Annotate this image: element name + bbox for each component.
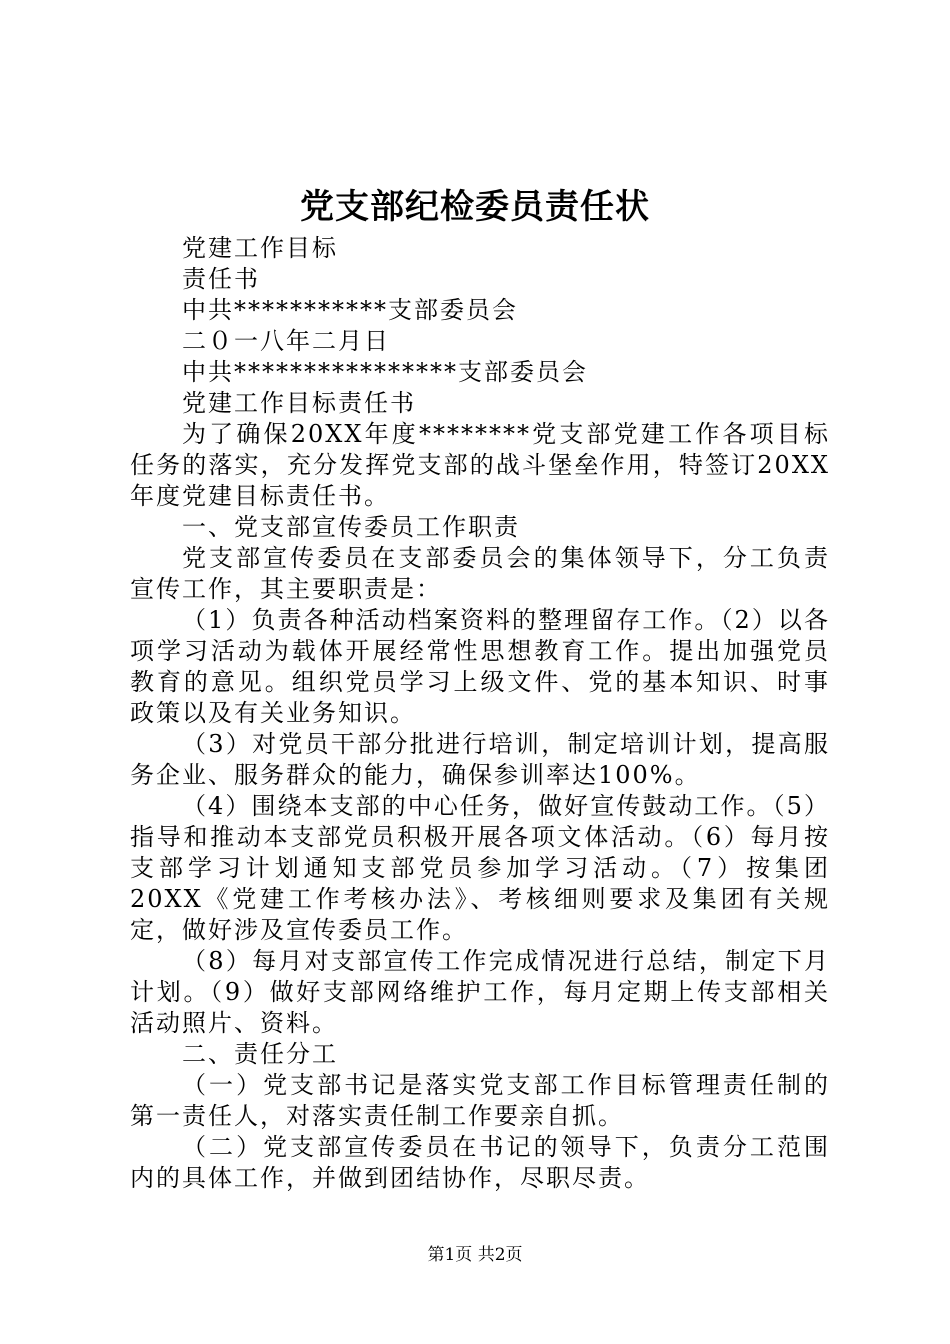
intro-paragraph: 为了确保20XX年度********党支部党建工作各项目标任务的落实，充分发挥党支部的战斗堡垒作用，特签订20XX年度党建目标责任书。 xyxy=(130,420,830,510)
section-heading: 二、责任分工 xyxy=(182,1040,338,1068)
text-line: 责任书 xyxy=(182,265,260,293)
text-line: 中共****************支部委员会 xyxy=(182,358,588,386)
responsibility-paragraph: （二）党支部宣传委员在书记的领导下，负责分工范围内的具体工作，并做到团结协作，尽职尽责。 xyxy=(130,1133,830,1192)
text-line: 二０一八年二月日 xyxy=(182,327,390,355)
duty-paragraph: （8）每月对支部宣传工作完成情况进行总结，制定下月计划。（9）做好支部网络维护工作，每月定期上传支部相关活动照片、资料。 xyxy=(130,947,830,1037)
text-line: 党建工作目标责任书 xyxy=(182,389,416,417)
duty-paragraph: （4）围绕本支部的中心任务，做好宣传鼓动工作。（5）指导和推动本支部党员积极开展各项文体活动。（6）每月按支部学习计划通知支部党员参加学习活动。（7）按集团20XX《党建工作考核办法》、考核细则要求及集团有关规定，做好涉及宣传委员工作。 xyxy=(130,792,830,944)
duty-paragraph: （3）对党员干部分批进行培训，制定培训计划，提高服务企业、服务群众的能力，确保参训率达100%。 xyxy=(130,730,830,789)
page-number: 第1页 共2页 xyxy=(427,1245,523,1265)
text-line: 中共***********支部委员会 xyxy=(182,296,518,324)
section-heading: 一、党支部宣传委员工作职责 xyxy=(182,513,520,541)
duty-paragraph: （1）负责各种活动档案资料的整理留存工作。（2）以各项学习活动为载体开展经常性思想教育工作。提出加强党员教育的意见。组织党员学习上级文件、党的基本知识、时事政策以及有关业务知识。 xyxy=(130,606,830,727)
text-line: 党建工作目标 xyxy=(182,234,338,262)
document-title: 党支部纪检委员责任状 xyxy=(300,187,650,227)
body-paragraph: 党支部宣传委员在支部委员会的集体领导下，分工负责宣传工作，其主要职责是： xyxy=(130,544,830,603)
responsibility-paragraph: （一）党支部书记是落实党支部工作目标管理责任制的第一责任人，对落实责任制工作要亲自抓。 xyxy=(130,1071,830,1130)
document-body xyxy=(130,233,830,1194)
